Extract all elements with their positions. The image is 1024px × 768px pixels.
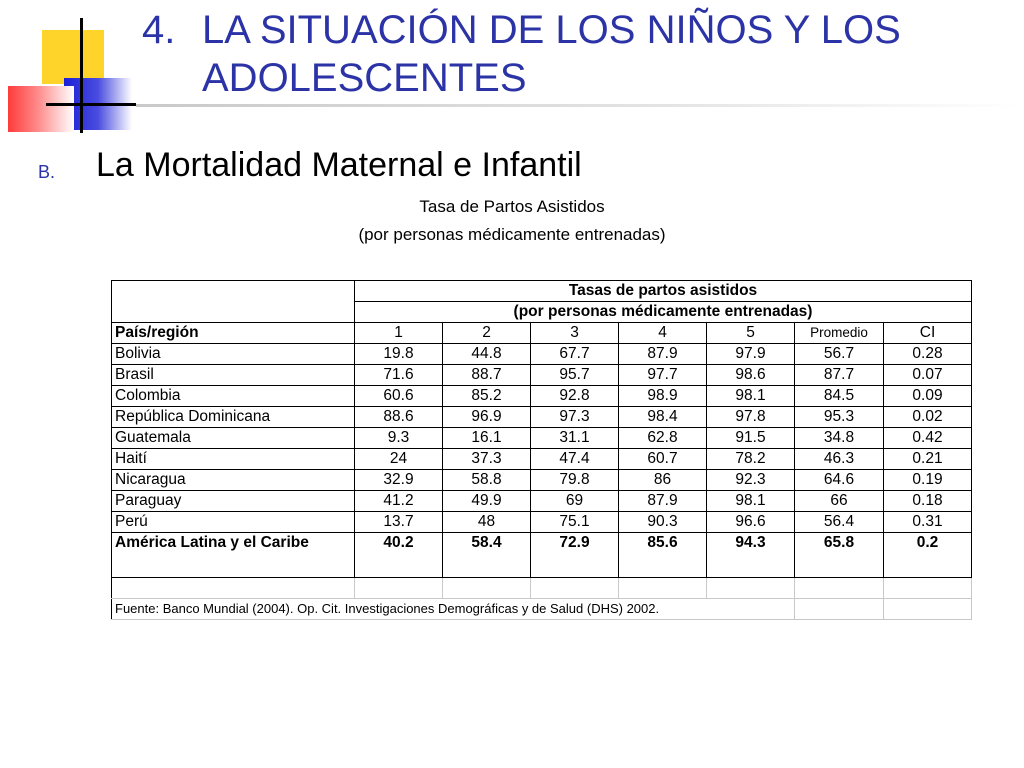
blank-cell	[884, 578, 972, 599]
cell-value: 98.9	[619, 386, 707, 407]
cell-value: 0.19	[884, 470, 972, 491]
cell-value: 78.2	[707, 449, 795, 470]
cell-value: 96.9	[443, 407, 531, 428]
table-row	[112, 491, 972, 512]
cell-value: 84.5	[795, 386, 884, 407]
blank-cell	[707, 578, 795, 599]
total-value: 58.4	[443, 533, 531, 578]
title-number: 4.	[142, 8, 176, 52]
blank-cell	[619, 578, 707, 599]
cell-value: 69	[531, 491, 619, 512]
caption-line2: (por personas médicamente entrenadas)	[358, 225, 666, 244]
cell-value: 49.9	[443, 491, 531, 512]
cell-value: 9.3	[355, 428, 443, 449]
blank-cell	[795, 578, 884, 599]
caption-line1: Tasa de Partos Asistidos	[419, 197, 605, 216]
cell-value: 79.8	[531, 470, 619, 491]
cell-value: 95.7	[531, 365, 619, 386]
cell-value: 66	[795, 491, 884, 512]
blank-cell	[795, 599, 884, 620]
logo-red-square	[8, 86, 74, 132]
source-row	[112, 599, 972, 620]
total-row	[112, 533, 972, 578]
cell-value: 98.4	[619, 407, 707, 428]
total-value: 94.3	[707, 533, 795, 578]
subheading: La Mortalidad Maternal e Infantil	[96, 146, 582, 184]
table-row	[112, 386, 972, 407]
cell-value: 95.3	[795, 407, 884, 428]
cell-value: 87.9	[619, 491, 707, 512]
table-row	[112, 470, 972, 491]
total-value: 72.9	[531, 533, 619, 578]
source-note: Fuente: Banco Mundial (2004). Op. Cit. Investigaciones Demográficas y de Salud (DHS) 2002.	[112, 599, 795, 620]
row-country: Brasil	[112, 365, 355, 386]
cell-value: 56.4	[795, 512, 884, 533]
column-header-q2: 2	[443, 323, 531, 344]
total-value: 0.2	[884, 533, 972, 578]
cell-value: 87.7	[795, 365, 884, 386]
cell-value: 19.8	[355, 344, 443, 365]
total-region-label: América Latina y el Caribe	[112, 533, 355, 578]
cell-value: 98.1	[707, 386, 795, 407]
header-line2: (por personas médicamente entrenadas)	[355, 302, 972, 323]
row-country: Nicaragua	[112, 470, 355, 491]
cell-value: 34.8	[795, 428, 884, 449]
blank-cell	[112, 578, 355, 599]
logo-vertical-line	[80, 18, 83, 133]
title-underline	[136, 104, 1024, 107]
cell-value: 16.1	[443, 428, 531, 449]
cell-value: 37.3	[443, 449, 531, 470]
slide-logo-decoration	[0, 0, 160, 140]
row-country: Guatemala	[112, 428, 355, 449]
cell-value: 0.18	[884, 491, 972, 512]
slide-title: LA SITUACIÓN DE LOS NIÑOS Y LOS ADOLESCENTES	[202, 8, 901, 100]
cell-value: 97.3	[531, 407, 619, 428]
cell-value: 0.21	[884, 449, 972, 470]
cell-value: 60.7	[619, 449, 707, 470]
row-country: Bolivia	[112, 344, 355, 365]
cell-value: 31.1	[531, 428, 619, 449]
cell-value: 0.07	[884, 365, 972, 386]
cell-value: 60.6	[355, 386, 443, 407]
total-value: 40.2	[355, 533, 443, 578]
table-row	[112, 407, 972, 428]
header-line1: Tasas de partos asistidos	[355, 281, 972, 302]
cell-value: 88.7	[443, 365, 531, 386]
column-header-country: País/región	[112, 323, 355, 344]
column-header-q4: 4	[619, 323, 707, 344]
cell-value: 75.1	[531, 512, 619, 533]
cell-value: 0.02	[884, 407, 972, 428]
cell-value: 92.8	[531, 386, 619, 407]
cell-value: 98.1	[707, 491, 795, 512]
column-header-q1: 1	[355, 323, 443, 344]
cell-value: 58.8	[443, 470, 531, 491]
cell-value: 85.2	[443, 386, 531, 407]
logo-horizontal-line	[46, 103, 136, 106]
blank-cell	[884, 599, 972, 620]
row-country: Colombia	[112, 386, 355, 407]
cell-value: 87.9	[619, 344, 707, 365]
column-header-row	[112, 323, 972, 344]
cell-value: 0.09	[884, 386, 972, 407]
column-header-average: Promedio	[795, 323, 884, 344]
cell-value: 0.28	[884, 344, 972, 365]
header-row-1	[112, 281, 972, 302]
total-value: 85.6	[619, 533, 707, 578]
blank-row	[112, 578, 972, 599]
cell-value: 0.42	[884, 428, 972, 449]
blank-cell	[443, 578, 531, 599]
cell-value: 90.3	[619, 512, 707, 533]
assisted-births-table	[111, 280, 972, 620]
cell-value: 71.6	[355, 365, 443, 386]
blank-cell	[355, 578, 443, 599]
cell-value: 13.7	[355, 512, 443, 533]
cell-value: 24	[355, 449, 443, 470]
cell-value: 97.9	[707, 344, 795, 365]
cell-value: 67.7	[531, 344, 619, 365]
cell-value: 0.31	[884, 512, 972, 533]
cell-value: 48	[443, 512, 531, 533]
row-country: Perú	[112, 512, 355, 533]
cell-value: 46.3	[795, 449, 884, 470]
total-value: 65.8	[795, 533, 884, 578]
cell-value: 86	[619, 470, 707, 491]
row-country: Paraguay	[112, 491, 355, 512]
cell-value: 97.7	[619, 365, 707, 386]
cell-value: 97.8	[707, 407, 795, 428]
blank-cell	[531, 578, 619, 599]
table-row	[112, 449, 972, 470]
cell-value: 96.6	[707, 512, 795, 533]
cell-value: 91.5	[707, 428, 795, 449]
cell-value: 64.6	[795, 470, 884, 491]
column-header-q5: 5	[707, 323, 795, 344]
cell-value: 92.3	[707, 470, 795, 491]
column-header-ci: CI	[884, 323, 972, 344]
cell-value: 98.6	[707, 365, 795, 386]
row-country: República Dominicana	[112, 407, 355, 428]
table-row	[112, 344, 972, 365]
column-header-q3: 3	[531, 323, 619, 344]
logo-yellow-square	[42, 30, 104, 84]
cell-value: 32.9	[355, 470, 443, 491]
cell-value: 44.8	[443, 344, 531, 365]
table-row	[112, 512, 972, 533]
cell-value: 62.8	[619, 428, 707, 449]
cell-value: 88.6	[355, 407, 443, 428]
header-empty-cell	[112, 281, 355, 323]
row-country: Haití	[112, 449, 355, 470]
table-row	[112, 365, 972, 386]
cell-value: 56.7	[795, 344, 884, 365]
bullet-marker: B.	[38, 162, 56, 182]
cell-value: 47.4	[531, 449, 619, 470]
cell-value: 41.2	[355, 491, 443, 512]
table-row	[112, 428, 972, 449]
